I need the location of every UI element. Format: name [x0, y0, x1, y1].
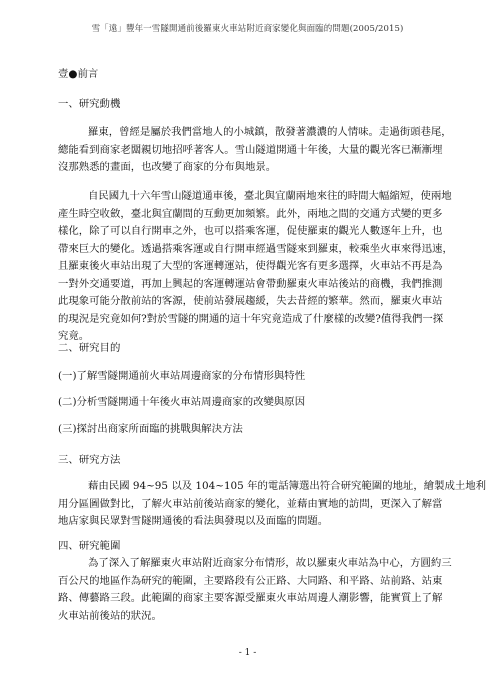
text-line: 且羅東後火車站出現了大型的客運轉運站，使得觀光客有更多選擇，火車站不再是為 — [58, 260, 443, 272]
paragraph-motivation-2 — [58, 188, 453, 346]
text-line: 此現象可能分散前站的客源，使前站發展趨緩，失去昔經的繁華。然而，羅東火車站 — [58, 295, 443, 307]
text-line: 路、傳藝路三段。此範圍的商家主要客源受羅東火車站周邊人潮影響，能實質上了解 — [58, 592, 443, 604]
text-line: 帶來巨大的變化。透過搭乘客運或自行開車經過雪隧來到羅東，較乘坐火車來得迅速， — [58, 242, 453, 255]
text-line: 百公尺的地區作為研究的範圍，主要路段有公正路、大同路、和平路、站前路、站東 — [58, 574, 443, 587]
section-title: 壹●前言 — [58, 68, 99, 80]
text-line: 的現況是究竟如何?對於雪隧的開通的這十年究竟造成了什麼樣的改變?值得我們一探 — [58, 312, 444, 325]
paragraph-motivation-1 — [58, 124, 452, 177]
running-header: 雪「遠」豐年一雪隧開通前後羅東火車站附近商家變化與面臨的問題(2005/2015) — [91, 24, 404, 34]
text-line: 總能看到商家老闆親切地招呼著客人。雪山隧道開通十年後，大量的觀光客已漸漸埋 — [58, 143, 443, 156]
text-line: 一對外交通要道，再加上興起的客運轉運站會帶動羅東火車站後站的商機，我們推測 — [58, 277, 443, 290]
text-line: 火車站前後站的狀況。 — [58, 609, 162, 622]
text-line: 自民國九十六年雪山隧道通車後，臺北與宜蘭兩地來往的時間大幅縮短，使兩地 — [88, 190, 452, 202]
paragraph-method — [58, 478, 486, 531]
text-line: 地店家與民眾對雪隧開通後的看法與發現以及面臨的問題。 — [58, 515, 329, 527]
paragraph-scope — [58, 555, 452, 625]
text-line: 藉由民國 94~95 以及 104~105 年的電話簿選出符合研究範圍的地址，繪製成土地利 — [88, 480, 487, 492]
text-line: 沒那熟悉的畫面，也改變了商家的分布與地景。 — [58, 161, 277, 173]
objective-1: (一)了解雪隧開通前火車站周邊商家的分布情形與特性 — [58, 370, 306, 382]
text-line: 為了深入了解羅東火車站附近商家分布情形，故以羅東火車站為中心，方圓約三 — [88, 557, 452, 569]
text-line: 羅東，曾經是屬於我們當地人的小城鎮，散發著濃濃的人情味。走過街頭巷尾， — [88, 126, 452, 138]
page-number: - 1 - — [238, 648, 257, 658]
objective-2: (二)分析雪隧開通十年後火車站周邊商家的改變與原因 — [58, 396, 306, 408]
heading-research-motivation: 一、研究動機 — [58, 98, 121, 110]
text-line: 究竟。 — [58, 330, 90, 342]
heading-research-method: 三、研究方法 — [58, 454, 121, 466]
objective-3: (三)探討出商家所面臨的挑戰與解決方法 — [58, 423, 243, 435]
heading-research-scope: 四、研究範圍 — [58, 540, 121, 552]
text-line: 樣化，除了可以自行開車之外，也可以搭乘客運，促使羅東的觀光人數逐年上升，也 — [58, 225, 443, 237]
heading-research-purpose: 二、研究目的 — [58, 342, 121, 354]
text-line: 產生時空收斂，臺北與宜蘭間的互動更加頻繁。此外，兩地之間的交通方式變的更多 — [58, 207, 443, 220]
text-line: 用分區圖做對比，了解火車站前後站商家的變化，並藉由實地的訪問，更深入了解當 — [58, 497, 443, 510]
